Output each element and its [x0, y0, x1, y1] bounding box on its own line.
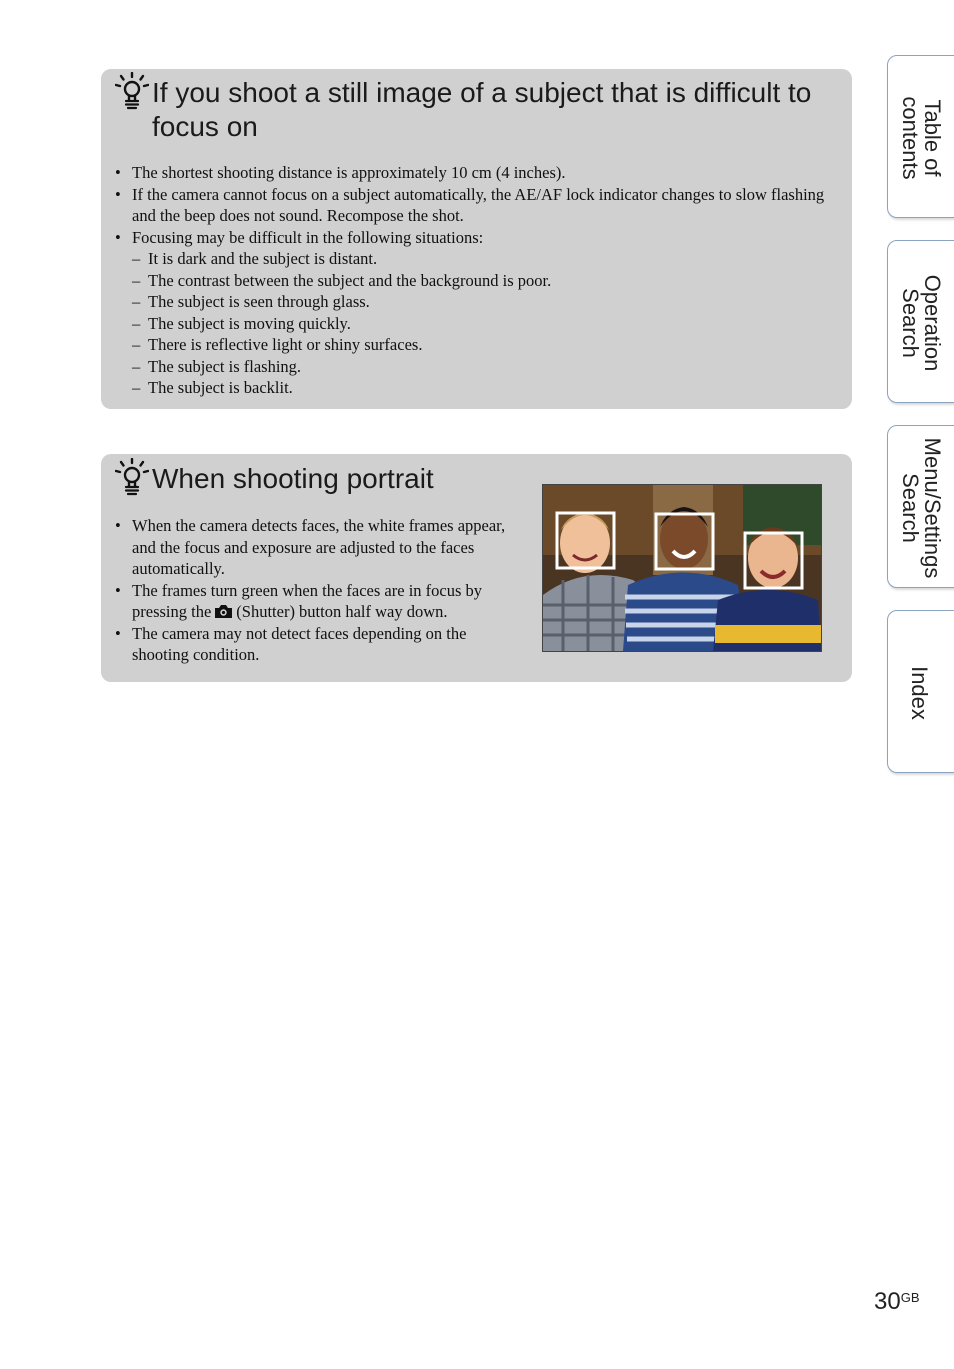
tab-label — [899, 275, 943, 372]
situation-item: – The subject is flashing. — [132, 356, 827, 378]
tip-bullet-list — [115, 515, 517, 666]
tab-label-line: Index — [907, 666, 932, 720]
list-item-text: Focusing may be difficult in the following situations: — [132, 227, 484, 247]
page-number-value: 30 — [874, 1288, 901, 1315]
tab-label — [908, 666, 930, 720]
list-item: • The camera may not detect faces depending on the shooting condition. — [115, 623, 517, 666]
list-item-text: The frames turn green when the faces are in focus by pressing the — [132, 580, 483, 621]
tab-label-line: Table of — [920, 99, 945, 177]
tip-title-portrait: When shooting portrait — [152, 463, 434, 494]
tab-label — [899, 438, 943, 579]
tip-title-focus: If you shoot a still image of a subject that is difficult to focus on — [152, 77, 812, 142]
list-item-text: (Shutter) button half way down. — [236, 602, 448, 621]
camera-shutter-icon — [214, 604, 233, 619]
list-item: • When the camera detects faces, the white frames appear, and the focus and exposure are adjusted to the faces automatically. — [115, 515, 517, 580]
tab-operation-search[interactable] — [887, 240, 954, 403]
page-number-suffix: GB — [900, 1290, 920, 1305]
tab-table-of-contents[interactable] — [887, 55, 954, 218]
tab-label-line: Search — [898, 473, 923, 543]
tab-label-line: Menu/Settings — [920, 437, 945, 579]
photo-illustration — [543, 485, 821, 651]
tab-label — [899, 96, 943, 179]
list-item — [115, 227, 827, 399]
list-item: • The shortest shooting distance is approximately 10 cm (4 inches). — [115, 162, 827, 184]
tab-label-line: contents — [898, 96, 923, 180]
lightbulb-hint-icon — [115, 458, 149, 498]
situation-item: – It is dark and the subject is distant. — [132, 248, 827, 270]
tab-menu-settings-search[interactable] — [887, 425, 954, 588]
situation-item: – The subject is seen through glass. — [132, 291, 827, 313]
tip-box-focus — [101, 69, 852, 409]
tip-bullet-list — [115, 162, 827, 399]
tab-index[interactable] — [887, 610, 954, 773]
lightbulb-hint-icon — [115, 72, 149, 112]
page-number — [874, 1288, 920, 1316]
situation-item: – The contrast between the subject and the background is poor. — [132, 270, 827, 292]
situation-item: – The subject is moving quickly. — [132, 313, 827, 335]
situation-item: – There is reflective light or shiny surfaces. — [132, 334, 827, 356]
portrait-face-detection-photo — [542, 484, 822, 652]
list-item: • If the camera cannot focus on a subject automatically, the AE/AF lock indicator changes to slow flashing and the beep does not sound. Recompose the shot. — [115, 184, 827, 227]
situation-item: – The subject is backlit. — [132, 377, 827, 399]
situation-list — [132, 248, 827, 399]
tab-label-line: Operation — [920, 274, 945, 372]
list-item — [115, 580, 517, 623]
tab-label-line: Search — [898, 288, 923, 358]
